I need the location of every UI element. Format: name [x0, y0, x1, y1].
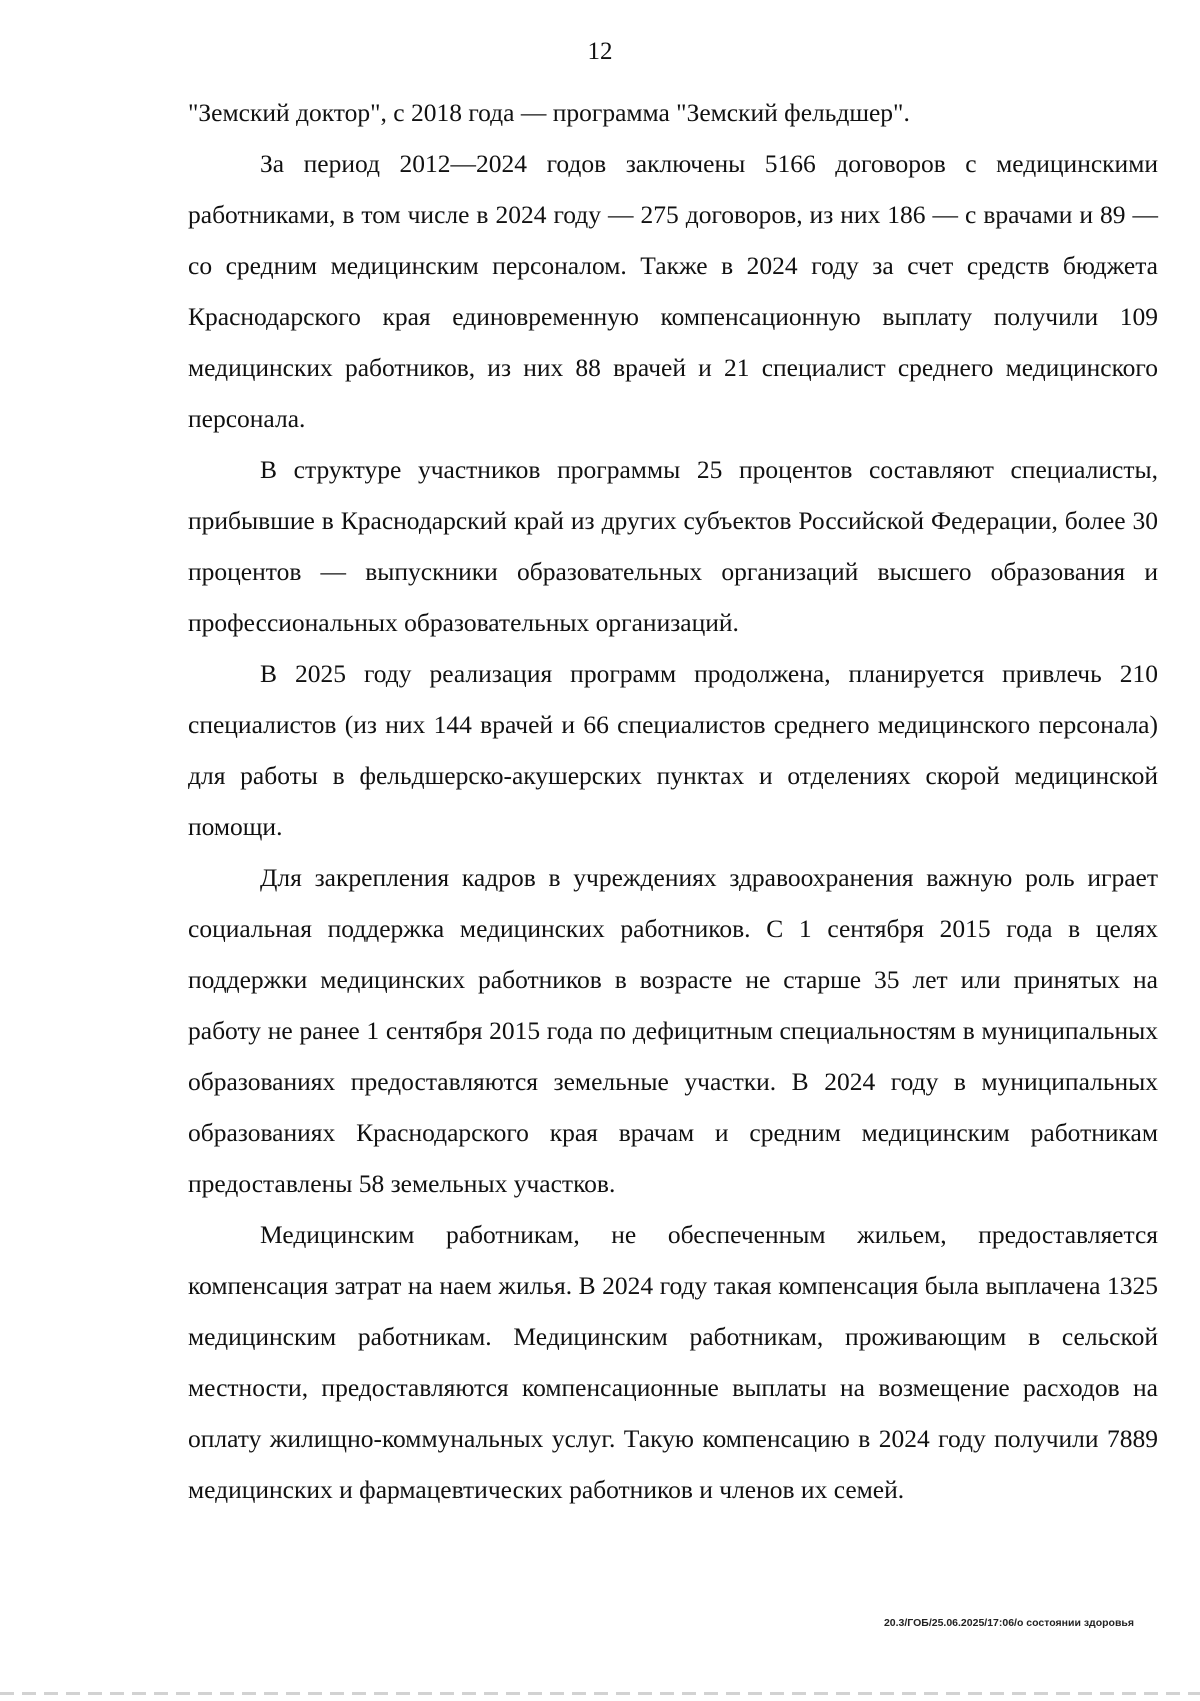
paragraph-land-plots: Для закрепления кадров в учреждениях здравоохранения важную роль играет социальная поддержка медицинских работников. С 1 сентября 2015 года в целях поддержки медицинских работников в возрасте не старше 35 лет или принятых на работу не ранее 1 сентября 2015 года по дефицитным специальностям в муниципальных образованиях предоставляются земельные участки. В 2024 году в муниципальных образованиях Краснодарского края врачам и средним медицинским работникам предоставлены 58 земельных участков.: [188, 863, 1158, 1198]
page-number: 12: [587, 38, 613, 65]
document-body: [188, 87, 1158, 1515]
paragraph-contracts: За период 2012—2024 годов заключены 5166 договоров с медицинскими работниками, в том числе в 2024 году — 275 договоров, из них 186 — с врачами и 89 — со средним медицинским персоналом. Также в 2024 году за счет средств бюджета Краснодарского края единовременную компенсационную выплату получили 109 медицинских работников, из них 88 врачей и 21 специалист среднего медицинского персонала.: [188, 149, 1158, 433]
scan-edge-artifact: [0, 1692, 1200, 1695]
paragraph-2025-plans: В 2025 году реализация программ продолжена, планируется привлечь 210 специалистов (из них 144 врачей и 66 специалистов среднего медицинского персонала) для работы в фельдшерско-акушерских пунктах и отделениях скорой медицинской помощи.: [188, 659, 1158, 841]
footer-document-code: 20.3/ГОБ/25.06.2025/17:06/о состоянии здоровья: [883, 1617, 1134, 1629]
paragraph-participants-structure: В структуре участников программы 25 процентов составляют специалисты, прибывшие в Краснодарский край из других субъектов Российской Федерации, более 30 процентов — выпускники образовательных организаций высшего образования и профессиональных образовательных организаций.: [188, 455, 1158, 637]
paragraph-continuation: "Земский доктор", с 2018 года — программа "Земский фельдшер".: [188, 98, 910, 127]
paragraph-housing-compensation: Медицинским работникам, не обеспеченным жильем, предоставляется компенсация затрат на наем жилья. В 2024 году такая компенсация была выплачена 1325 медицинским работникам. Медицинским работникам, проживающим в сельской местности, предоставляются компенсационные выплаты на возмещение расходов на оплату жилищно-коммунальных услуг. Такую компенсацию в 2024 году получили 7889 медицинских и фармацевтических работников и членов их семей.: [188, 1220, 1158, 1504]
